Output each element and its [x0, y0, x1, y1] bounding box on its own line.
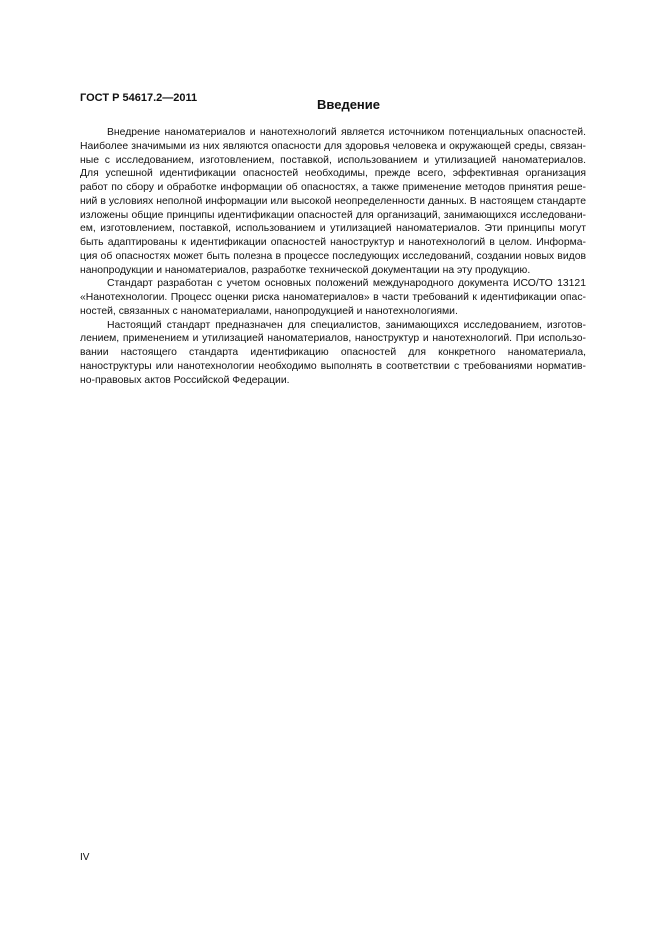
text-line: ные с исследованием, изготовлением, поставкой, использованием и утилизацией наноматериалов.: [80, 154, 586, 166]
text-line: работ по сбору и обработке информации об опасностях, а также применение методов принятия реше-: [80, 182, 586, 193]
text-line: Для успешной идентификации опасностей необходимы, прежде всего, эффективная организация: [80, 168, 586, 180]
text-line: Настоящий стандарт предназначен для специалистов, занимающихся исследованием, изготов-: [107, 319, 586, 331]
page-number: IV: [80, 852, 90, 863]
text-line: ем, изготовлением, поставкой, использованием и утилизацией наноматериалов. Эти принципы могут: [80, 223, 586, 235]
paragraph: [80, 126, 586, 277]
text-line: ностей, связанных с наноматериалами, нанопродукцией и нанотехнологиями.: [80, 305, 458, 317]
text-line: наноструктуры или нанотехнологии необходимо выполнять в соответствии с требованиями норматив-: [80, 360, 586, 372]
text-line: но-правовых актов Российской Федерации.: [80, 374, 290, 386]
text-line: Стандарт разработан с учетом основных положений международного документа ИСО/ТО 13121: [107, 278, 586, 290]
document-body: [80, 126, 586, 387]
paragraph: [80, 319, 586, 388]
text-line: Внедрение наноматериалов и нанотехнологий является источником потенциальных опасностей.: [107, 127, 586, 138]
paragraph: [80, 277, 586, 318]
text-line: ний в условиях неполной информации или высокой неопределенности данных. В настоящем стандарте: [80, 195, 586, 207]
text-line: Наиболее значимыми из них являются опасности для здоровья человека и окружающей среды, связан-: [80, 140, 586, 152]
section-title: Введение: [317, 97, 380, 112]
text-line: нанопродукции и наноматериалов, разработке технической документации на эту продукцию.: [80, 264, 531, 276]
text-line: вании настоящего стандарта идентификацию опасностей для конкретного наноматериала,: [80, 347, 586, 358]
document-header: ГОСТ Р 54617.2—2011: [80, 92, 198, 104]
text-line: лением, применением и утилизацией наноматериалов, наноструктур и нанотехнологий. При использо-: [80, 333, 586, 345]
text-line: изложены общие принципы идентификации опасностей для организаций, занимающихся исследовани-: [80, 209, 586, 221]
text-line: быть адаптированы к идентификации опасностей наноструктур и нанотехнологий в целом. Информа-: [80, 237, 586, 248]
text-line: «Нанотехнологии. Процесс оценки риска наноматериалов» в части требований к идентификации опас-: [80, 292, 586, 303]
text-line: ция об опасностях может быть полезна в процессе последующих исследований, создании новых видов: [80, 250, 586, 262]
